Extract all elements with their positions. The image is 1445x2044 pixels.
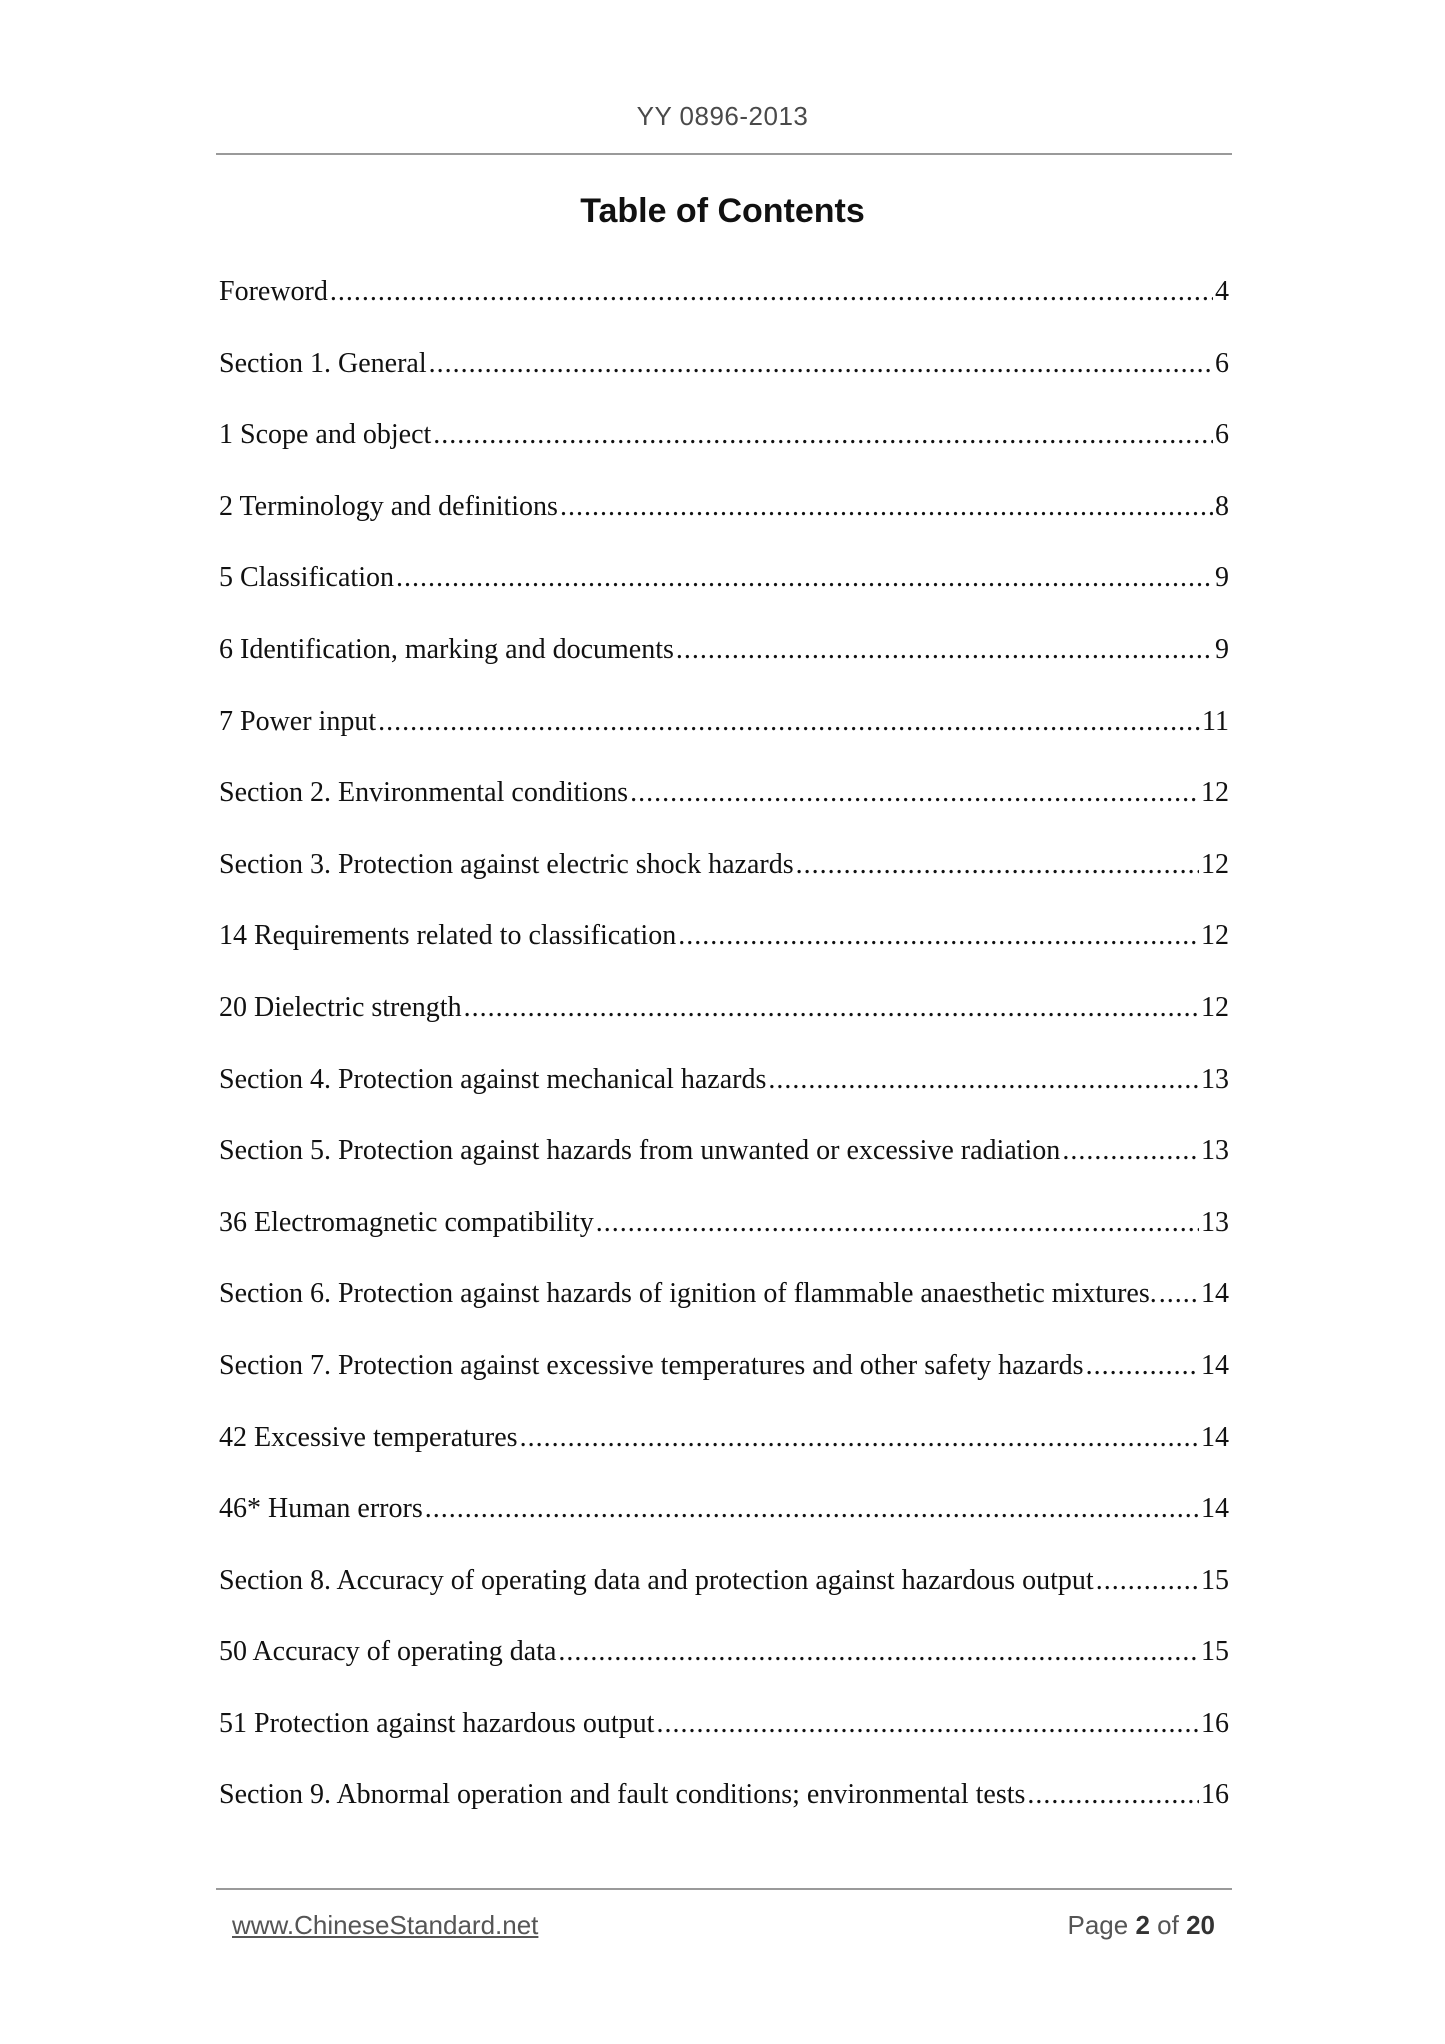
page-prefix: Page [1067,1910,1129,1940]
toc-entry[interactable] [219,632,1229,704]
toc-entry[interactable] [219,918,1229,990]
toc-entry-label: 20 Dielectric strength [219,991,462,1023]
page-number [1067,1910,1215,1941]
toc-entry-label: 7 Power input [219,705,377,737]
toc-entry-label: 5 Classification [219,562,394,594]
dot-leader [630,775,1199,811]
toc-entry-label: Section 3. Protection against electric shock hazards [219,848,794,880]
dot-leader [678,918,1199,954]
toc-entry-page: 13 [1201,1135,1229,1167]
toc-entry-label: Section 7. Protection against excessive temperatures and other safety hazards [219,1349,1084,1381]
toc-entry-page: 9 [1215,562,1229,594]
dot-leader [1062,1133,1199,1169]
toc-entry[interactable] [219,489,1229,561]
page-title: Table of Contents [580,192,865,230]
toc-entry-page: 13 [1201,1063,1229,1095]
page-of: of [1157,1910,1179,1940]
toc-entry-label: Section 4. Protection against mechanical hazards [219,1063,767,1095]
header-divider [216,153,1232,155]
dot-leader [558,1634,1199,1670]
dot-leader [520,1420,1199,1456]
dot-leader [464,990,1199,1026]
toc-entry-label: 14 Requirements related to classification [219,920,677,952]
footer-divider [216,1888,1232,1890]
toc-entry-label: Foreword [219,276,328,307]
dot-leader [1159,1276,1199,1312]
toc-entry-page: 16 [1201,1779,1229,1811]
toc-entry-label: 42 Excessive temperatures [219,1421,518,1453]
toc-entry-label: Section 1. General [219,347,427,379]
toc-entry[interactable] [219,1205,1229,1277]
dot-leader [656,1706,1199,1742]
toc-entry[interactable] [219,990,1229,1062]
toc-entry[interactable] [219,1276,1229,1348]
toc-entry[interactable] [219,1634,1229,1706]
toc-entry[interactable] [219,1420,1229,1492]
toc-entry-page: 14 [1201,1421,1229,1453]
toc-entry-label: 6 Identification, marking and documents [219,633,674,665]
toc-entry-label: Section 2. Environmental conditions [219,777,629,809]
standard-code-header: YY 0896-2013 [636,101,809,131]
toc-entry[interactable] [219,1491,1229,1563]
dot-leader [425,1491,1199,1527]
toc-entry[interactable] [219,775,1229,847]
toc-entry[interactable] [219,274,1229,346]
toc-entry-page: 12 [1201,991,1229,1023]
dot-leader [429,346,1213,382]
toc-entry-page: 12 [1201,777,1229,809]
dot-leader [378,704,1200,740]
dot-leader [560,489,1213,525]
toc-entry[interactable] [219,847,1229,919]
toc-entry[interactable] [219,560,1229,632]
dot-leader [396,560,1213,596]
toc-entry[interactable] [219,1133,1229,1205]
dot-leader [1096,1563,1199,1599]
toc-entry-label: 1 Scope and object [219,419,432,451]
dot-leader [768,1062,1199,1098]
toc-entry-page: 15 [1201,1636,1229,1668]
toc-entry-page: 8 [1215,490,1229,522]
toc-entry-page: 6 [1215,347,1229,379]
dot-leader [1027,1777,1199,1813]
toc-entry-label: Section 6. Protection against hazards of ignition of flammable anaesthetic mixtures. [219,1278,1157,1310]
table-of-contents [219,274,1229,1849]
toc-entry-page: 4 [1215,276,1229,307]
toc-entry[interactable] [219,704,1229,776]
toc-entry[interactable] [219,1563,1229,1635]
toc-entry-label: Section 9. Abnormal operation and fault conditions; environmental tests [219,1779,1026,1811]
toc-entry[interactable] [219,346,1229,418]
toc-entry-page: 16 [1201,1707,1229,1739]
total-pages: 20 [1186,1910,1215,1940]
dot-leader [596,1205,1199,1241]
toc-entry-page: 9 [1215,633,1229,665]
toc-entry[interactable] [219,1777,1229,1849]
toc-entry-page: 15 [1201,1564,1229,1596]
toc-entry-label: Section 5. Protection against hazards from unwanted or excessive radiation [219,1135,1061,1167]
toc-entry-page: 12 [1201,920,1229,952]
toc-entry-page: 14 [1201,1349,1229,1381]
toc-entry-label: 2 Terminology and definitions [219,490,558,522]
dot-leader [330,274,1213,310]
toc-entry-page: 13 [1201,1206,1229,1238]
toc-entry-label: Section 8. Accuracy of operating data and protection against hazardous output [219,1564,1094,1596]
dot-leader [676,632,1213,668]
toc-entry-page: 12 [1201,848,1229,880]
toc-entry[interactable] [219,1348,1229,1420]
toc-entry-page: 14 [1201,1493,1229,1525]
toc-entry[interactable] [219,417,1229,489]
current-page-number: 2 [1135,1910,1150,1940]
toc-entry-label: 50 Accuracy of operating data [219,1636,557,1668]
dot-leader [433,417,1213,453]
toc-entry-page: 14 [1201,1278,1229,1310]
toc-entry[interactable] [219,1706,1229,1778]
toc-entry-page: 11 [1202,705,1229,737]
toc-entry-page: 6 [1215,419,1229,451]
toc-entry-label: 36 Electromagnetic compatibility [219,1206,594,1238]
toc-entry-label: 46* Human errors [219,1493,423,1525]
dot-leader [1086,1348,1199,1384]
website-link[interactable]: www.ChineseStandard.net [232,1910,539,1940]
toc-entry[interactable] [219,1062,1229,1134]
toc-entry-label: 51 Protection against hazardous output [219,1707,655,1739]
dot-leader [796,847,1199,883]
